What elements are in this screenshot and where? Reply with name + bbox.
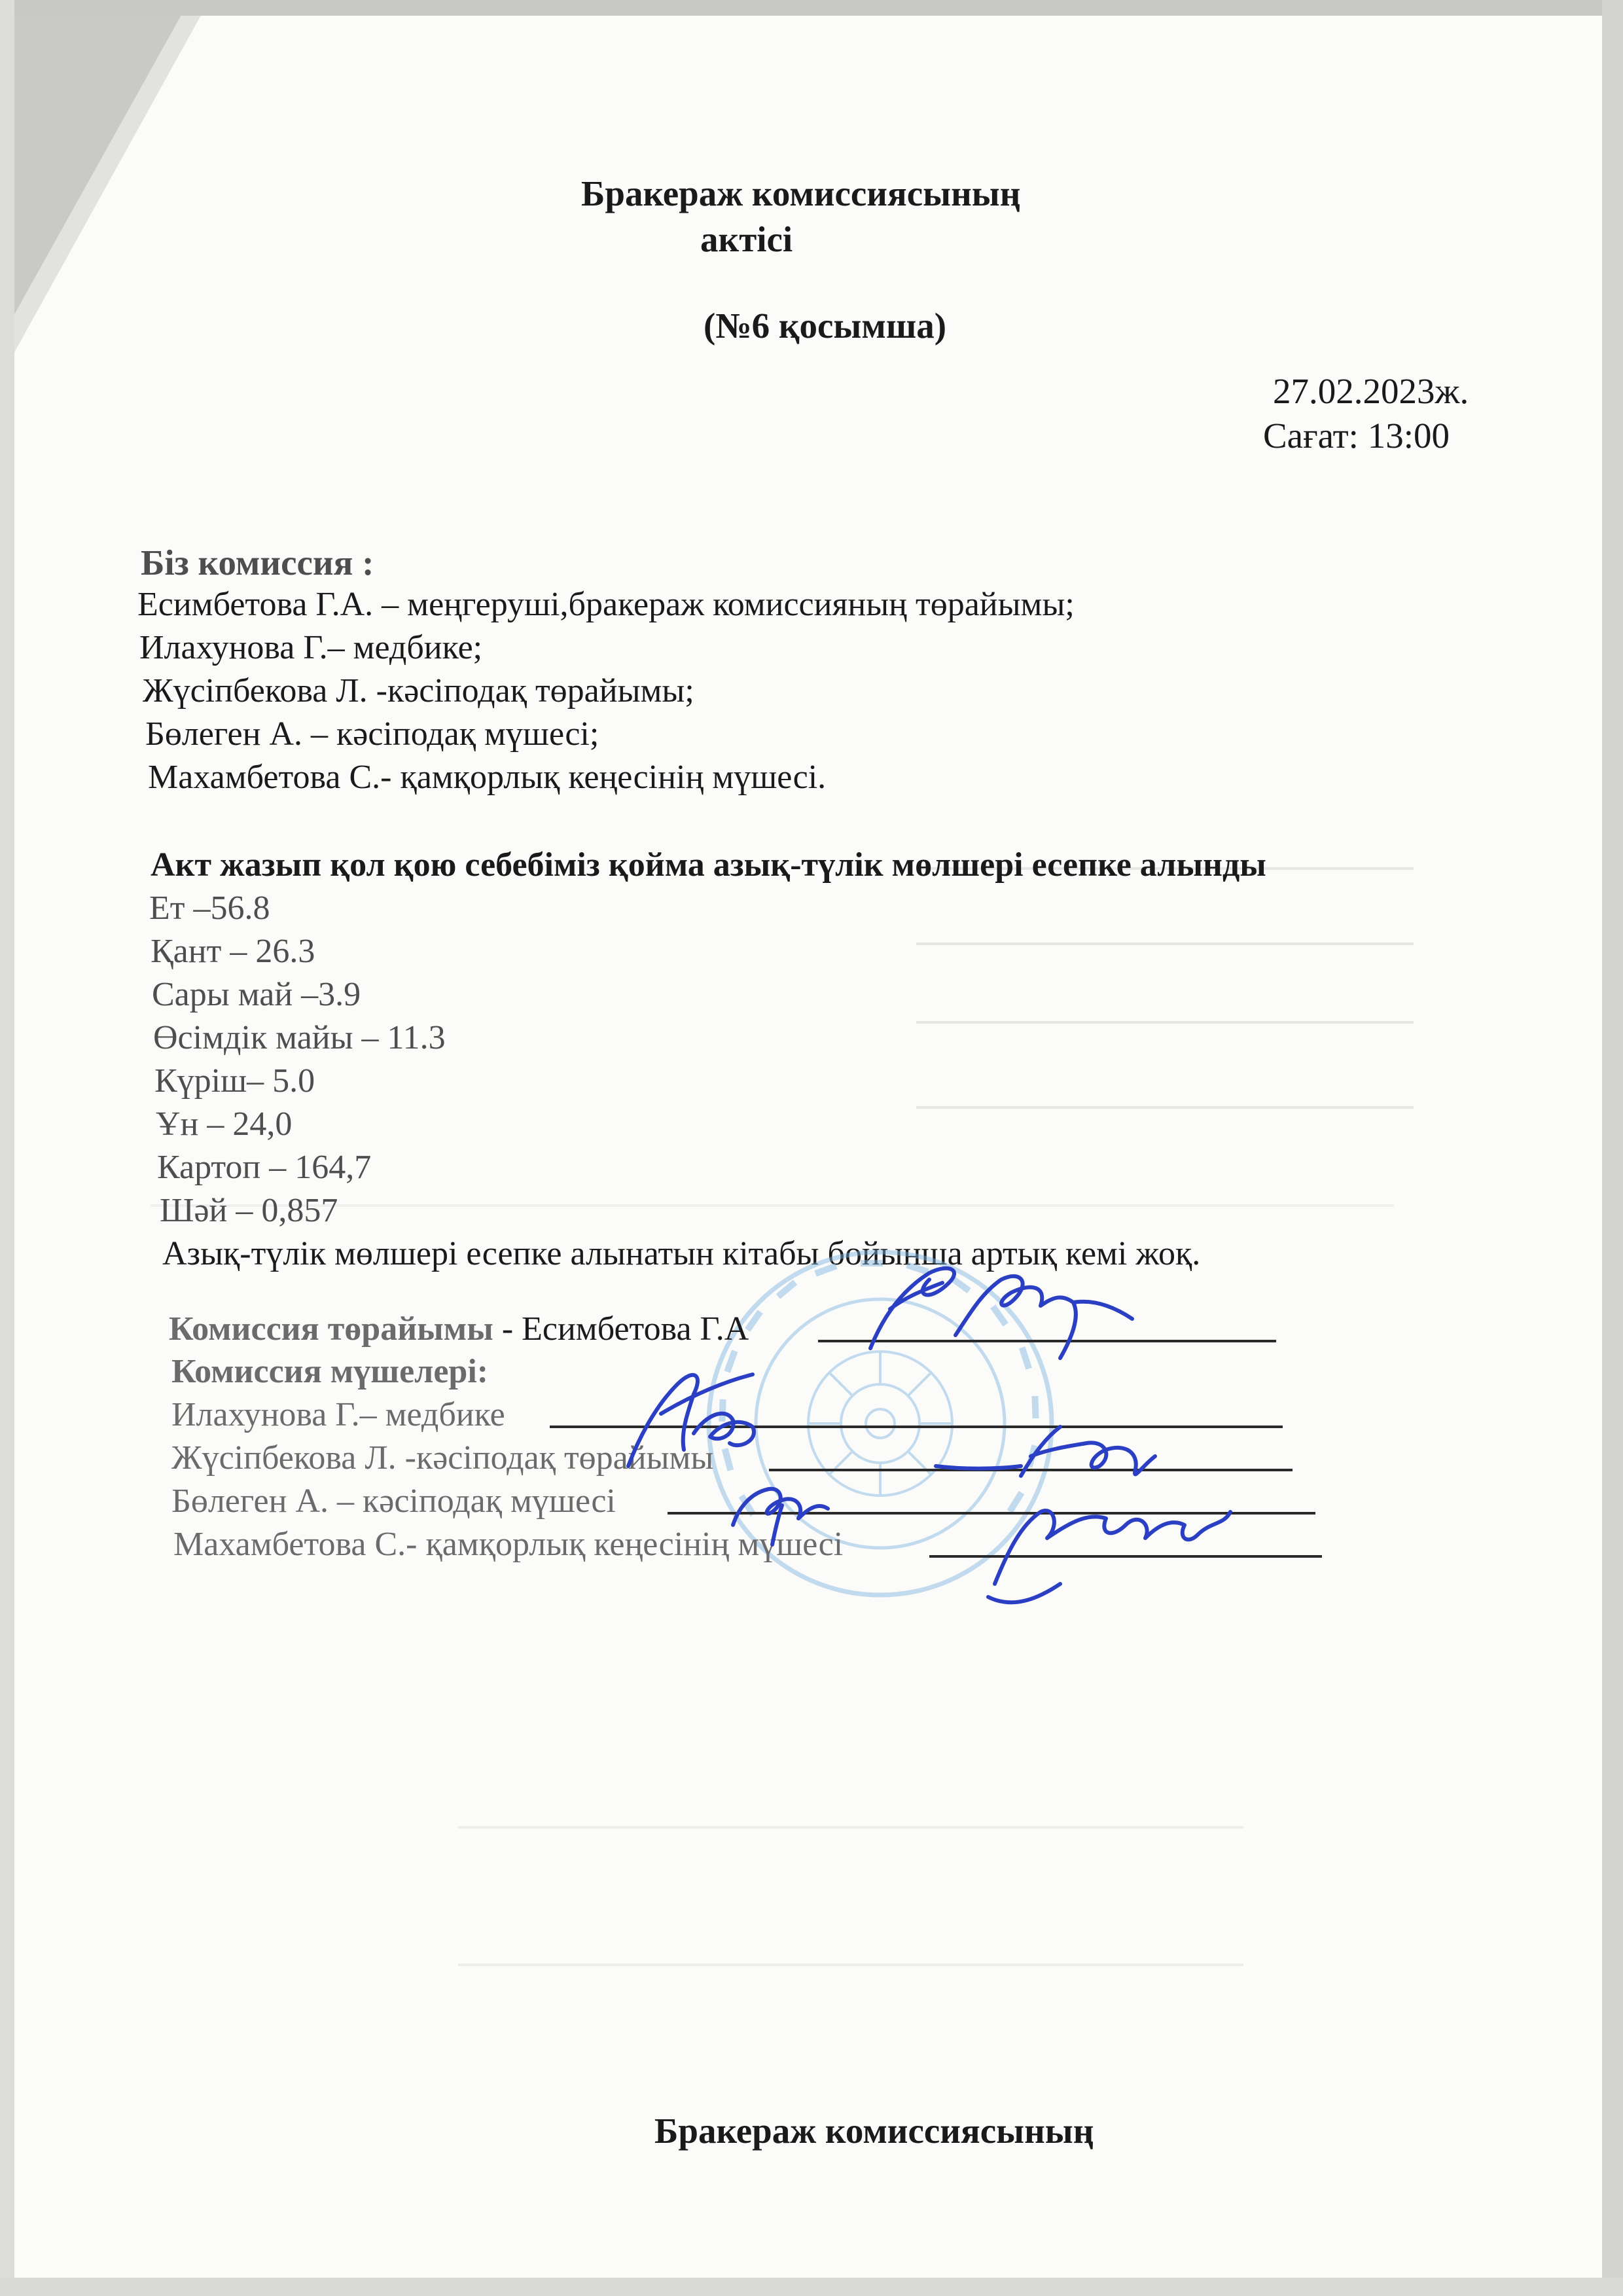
chair-name: - Есимбетова Г.А: [493, 1310, 749, 1348]
member-signature-4: Махамбетова С.- қамқорлық кеңесінің мүшесі: [173, 1526, 844, 1563]
act-item-4: Өсімдік майы – 11.3: [153, 1019, 446, 1056]
act-item-7: Картоп – 164,7: [157, 1149, 372, 1186]
commission-member-5: Махамбетова С.- қамқорлық кеңесінің мүшесі.: [148, 759, 827, 796]
footer-next-title: Бракераж комиссиясының: [654, 2111, 1094, 2151]
document-time: Сағат: 13:00: [1263, 416, 1450, 456]
act-item-3: Сары май –3.9: [152, 976, 361, 1013]
document-date: 27.02.2023ж.: [1273, 371, 1469, 411]
document-subtitle: (№6 қосымша): [704, 306, 947, 346]
members-heading: Комиссия мүшелері:: [171, 1353, 489, 1390]
act-item-8: Шәй – 0,857: [160, 1192, 338, 1229]
member-signature-1: Илахунова Г.– медбике: [171, 1396, 505, 1433]
document-title-line1: Бракераж комиссиясының: [581, 173, 1021, 213]
act-item-5: Күріш– 5.0: [154, 1062, 315, 1100]
commission-member-3: Жүсіпбекова Л. -кәсіподақ төрайымы;: [143, 672, 694, 709]
act-item-2: Қант – 26.3: [151, 933, 315, 970]
act-item-1: Ет –56.8: [149, 889, 270, 927]
commission-member-2: Илахунова Г.– медбике;: [139, 629, 483, 666]
chair-label: Комиссия төрайымы: [169, 1310, 493, 1348]
member-signature-2: Жүсіпбекова Л. -кәсіподақ төрайымы: [171, 1439, 714, 1477]
act-item-6: Ұн – 24,0: [156, 1105, 293, 1143]
member-signature-3: Бөлеген А. – кәсіподақ мүшесі: [171, 1482, 616, 1520]
commission-member-4: Бөлеген А. – кәсіподақ мүшесі;: [145, 715, 599, 753]
document-title-line2: актісі: [700, 219, 793, 259]
act-heading: Акт жазып қол қою себебіміз қойма азық-түлік мөлшері есепке алынды: [151, 846, 1266, 884]
act-conclusion: Азық-түлік мөлшері есепке алынатын кітабы бойынша артық кемі жоқ.: [162, 1235, 1201, 1272]
commission-heading: Біз комиссия :: [141, 543, 374, 583]
commission-member-1: Есимбетова Г.А. – меңгеруші,бракераж комиссияның төрайымы;: [137, 586, 1075, 623]
